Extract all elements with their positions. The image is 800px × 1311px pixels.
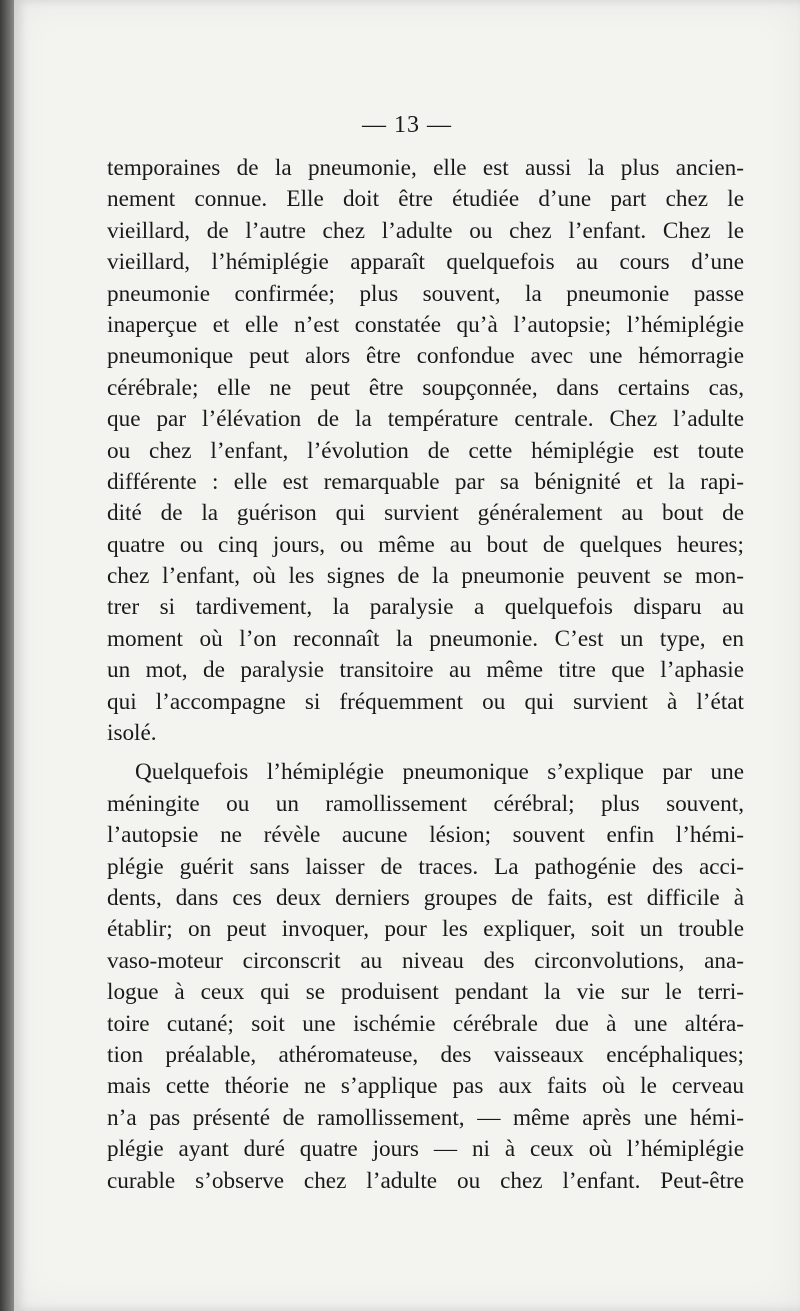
text-line: trer si tardivement, la paralysie a quelquefois disparu au: [107, 594, 744, 621]
paragraph-2: [107, 757, 744, 1196]
text-line: qui l’accompagne si fréquemment ou qui survient à l’état: [107, 688, 744, 715]
book-page: [14, 0, 800, 1311]
text-line: vaso-moteur circonscrit au niveau des circonvolutions, ana-: [107, 947, 744, 974]
text-line: n’a pas présenté de ramollissement, — même après une hémi-: [107, 1104, 744, 1131]
text-line: dité de la guérison qui survient généralement au bout de: [107, 500, 744, 527]
text-line: Quelquefois l’hémiplégie pneumonique s’explique par une: [135, 759, 744, 786]
text-line: un mot, de paralysie transitoire au même titre que l’aphasie: [107, 657, 744, 684]
text-line: logue à ceux qui se produisent pendant la vie sur le terri-: [107, 979, 744, 1006]
text-line: pneumonie confirmée; plus souvent, la pneumonie passe: [107, 280, 744, 307]
text-line: vieillard, l’hémiplégie apparaît quelquefois au cours d’une: [107, 249, 744, 276]
paragraph-gap: [107, 749, 744, 757]
text-line: établir; on peut invoquer, pour les expliquer, soit un trouble: [107, 916, 744, 943]
text-line: nement connue. Elle doit être étudiée d’une part chez le: [107, 186, 744, 213]
text-line: quatre ou cinq jours, ou même au bout de quelques heures;: [107, 531, 744, 558]
text-line: mais cette théorie ne s’applique pas aux faits où le cerveau: [107, 1073, 744, 1100]
text-line: que par l’élévation de la température centrale. Chez l’adulte: [107, 406, 744, 433]
text-line: curable s’observe chez l’adulte ou chez l’enfant. Peut-être: [107, 1167, 744, 1194]
text-line: cérébrale; elle ne peut être soupçonnée, dans certains cas,: [107, 374, 744, 401]
text-line: chez l’enfant, où les signes de la pneumonie peuvent se mon-: [107, 563, 744, 590]
text-line: vieillard, de l’autre chez l’adulte ou chez l’enfant. Chez le: [107, 217, 744, 244]
text-line: moment où l’on reconnaît la pneumonie. C’est un type, en: [107, 625, 744, 652]
text-line: tion préalable, athéromateuse, des vaisseaux encéphaliques;: [107, 1041, 744, 1068]
text-line: plégie ayant duré quatre jours — ni à ceux où l’hémiplégie: [107, 1136, 744, 1163]
paragraph-1: [107, 153, 744, 749]
body-text: [107, 153, 744, 1197]
text-line: l’autopsie ne révèle aucune lésion; souvent enfin l’hémi-: [107, 822, 744, 849]
text-line: temporaines de la pneumonie, elle est aussi la plus ancien-: [107, 155, 744, 181]
text-line: inaperçue et elle n’est constatée qu’à l’autopsie; l’hémiplégie: [107, 311, 744, 338]
scan-left-edge: [0, 0, 14, 1311]
text-line: dents, dans ces deux derniers groupes de faits, est difficile à: [107, 884, 744, 911]
text-line: isolé.: [107, 720, 157, 747]
text-line: ou chez l’enfant, l’évolution de cette hémiplégie est toute: [107, 437, 744, 464]
text-line: pneumonique peut alors être confondue avec une hémorragie: [107, 343, 744, 370]
page-number: — 13 —: [362, 112, 452, 138]
text-line: méningite ou un ramollissement cérébral; plus souvent,: [107, 790, 744, 817]
text-line: toire cutané; soit une ischémie cérébrale due à une altéra-: [107, 1010, 744, 1037]
text-line: différente : elle est remarquable par sa bénignité et la rapi-: [107, 468, 744, 495]
text-line: plégie guérit sans laisser de traces. La pathogénie des acci-: [107, 853, 744, 880]
